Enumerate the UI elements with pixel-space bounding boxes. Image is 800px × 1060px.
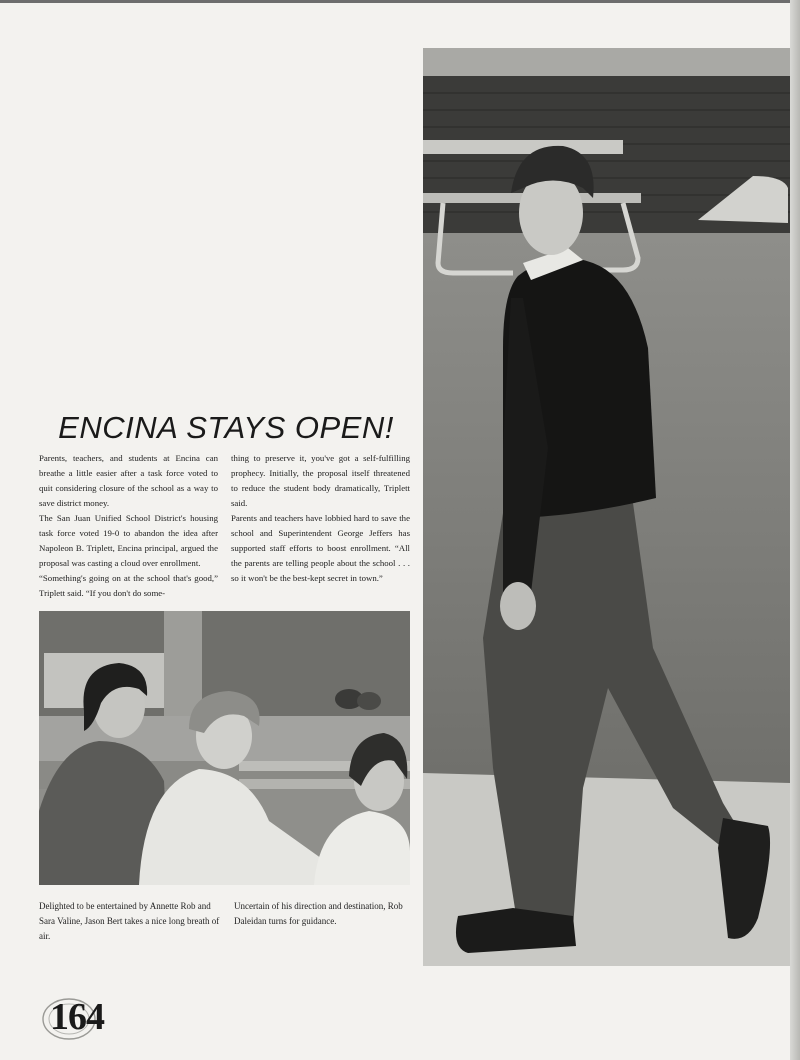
- article-paragraph: thing to preserve it, you've got a self-fulfilling prophecy. Initially, the proposal itself threatened to reduce the student body dramatically, Triplett said.: [231, 453, 410, 508]
- page-top-edge: [0, 0, 800, 3]
- article-headline: ENCINA STAYS OPEN!: [58, 410, 394, 445]
- page-right-edge: [790, 0, 800, 1060]
- caption-small-photo: Delighted to be entertained by Annette Rob and Sara Valine, Jason Bert takes a nice long breath of air.: [39, 901, 220, 941]
- article-paragraph: The San Juan Unified School District's housing task force voted 19-0 to abandon the idea after Napoleon B. Triplett, Encina principal, argued the proposal was casting a cloud over enrollment.: [39, 513, 218, 568]
- article-paragraph: Parents, teachers, and students at Encina can breathe a little easier after a task force voted to quit considering closure of the school as a way to save district money.: [39, 453, 218, 508]
- photo-three-students: [39, 611, 410, 885]
- article-column-right: [231, 451, 410, 586]
- article-column-left: [39, 451, 218, 601]
- article-paragraph: “Something's going on at the school that's good,” Triplett said. “If you don't do some-: [39, 573, 218, 598]
- caption-large-photo: Uncertain of his direction and destination, Rob Daleidan turns for guidance.: [234, 901, 403, 926]
- photo-walking-student: [423, 48, 790, 966]
- page-number: 164: [50, 996, 104, 1038]
- article-paragraph: Parents and teachers have lobbied hard to save the school and Superintendent George Jeffers has supported staff efforts to boost enrollment. “All the parents are telling people about the school . . . so it won't be the best-kept secret in town.”: [231, 513, 410, 583]
